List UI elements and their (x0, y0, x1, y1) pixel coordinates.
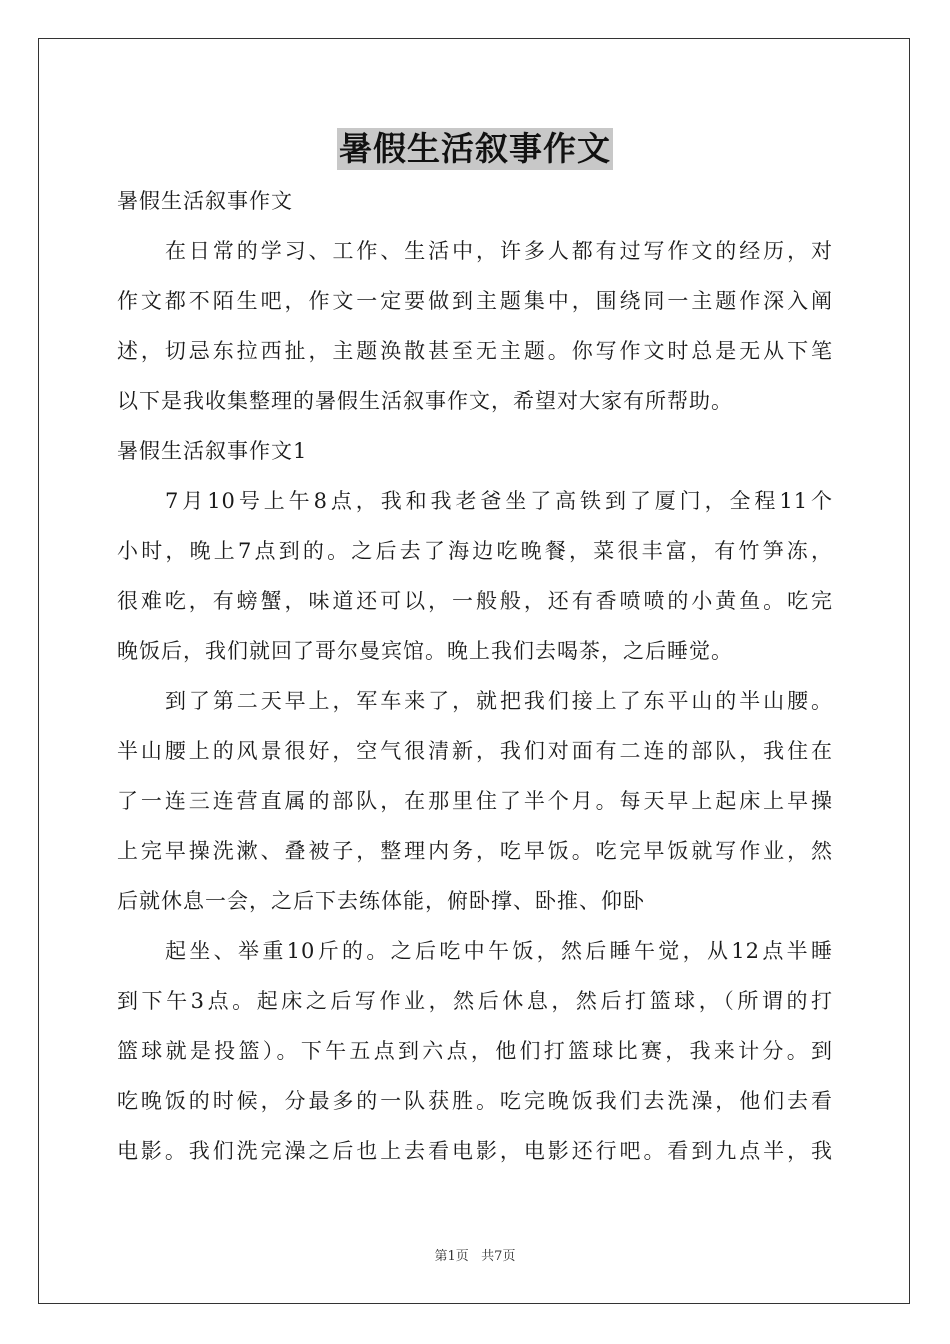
paragraph-line: 作文都不陌生吧，作文一定要做到主题集中，围绕同一主题作深入阐 (117, 289, 833, 313)
title-wrap (0, 128, 950, 170)
paragraph-line: 后就休息一会，之后下去练体能，俯卧撑、卧推、仰卧 (117, 889, 645, 913)
paragraph-line: 上完早操洗漱、叠被子，整理内务，吃早饭。吃完早饭就写作业，然 (117, 839, 833, 863)
section-heading: 暑假生活叙事作文1 (117, 439, 308, 463)
paragraph-line: 以下是我收集整理的暑假生活叙事作文，希望对大家有所帮助。 (117, 389, 733, 413)
paragraph-line: 了一连三连营直属的部队，在那里住了半个月。每天早上起床上早操 (117, 789, 833, 813)
paragraph-line: 吃晚饭的时候，分最多的一队获胜。吃完晚饭我们去洗澡，他们去看 (117, 1089, 833, 1113)
paragraph-line: 7月10号上午8点，我和我老爸坐了高铁到了厦门，全程11个 (165, 489, 833, 513)
paragraph-line: 小时，晚上7点到的。之后去了海边吃晚餐，菜很丰富，有竹笋冻， (117, 539, 833, 563)
page-number-footer: 第1页 共7页 (434, 1249, 516, 1264)
paragraph-line: 晚饭后，我们就回了哥尔曼宾馆。晚上我们去喝茶，之后睡觉。 (117, 639, 733, 663)
paragraph-line: 在日常的学习、工作、生活中，许多人都有过写作文的经历，对 (165, 239, 833, 263)
paragraph-line: 到下午3点。起床之后写作业，然后休息，然后打篮球，（所谓的打 (117, 989, 833, 1013)
paragraph-line: 篮球就是投篮）。下午五点到六点，他们打篮球比赛，我来计分。到 (117, 1039, 833, 1063)
subtitle-line: 暑假生活叙事作文 (117, 189, 293, 213)
paragraph-line: 到了第二天早上，军车来了，就把我们接上了东平山的半山腰。 (165, 689, 833, 713)
paragraph-line: 很难吃，有螃蟹，味道还可以，一般般，还有香喷喷的小黄鱼。吃完 (117, 589, 833, 613)
paragraph-line: 述，切忌东拉西扯，主题涣散甚至无主题。你写作文时总是无从下笔 (117, 339, 833, 363)
paragraph-line: 电影。我们洗完澡之后也上去看电影，电影还行吧。看到九点半，我 (117, 1139, 833, 1163)
document-title: 暑假生活叙事作文 (339, 129, 611, 168)
paragraph-line: 半山腰上的风景很好，空气很清新，我们对面有二连的部队，我住在 (117, 739, 833, 763)
paragraph-line: 起坐、举重10斤的。之后吃中午饭，然后睡午觉，从12点半睡 (165, 939, 833, 963)
